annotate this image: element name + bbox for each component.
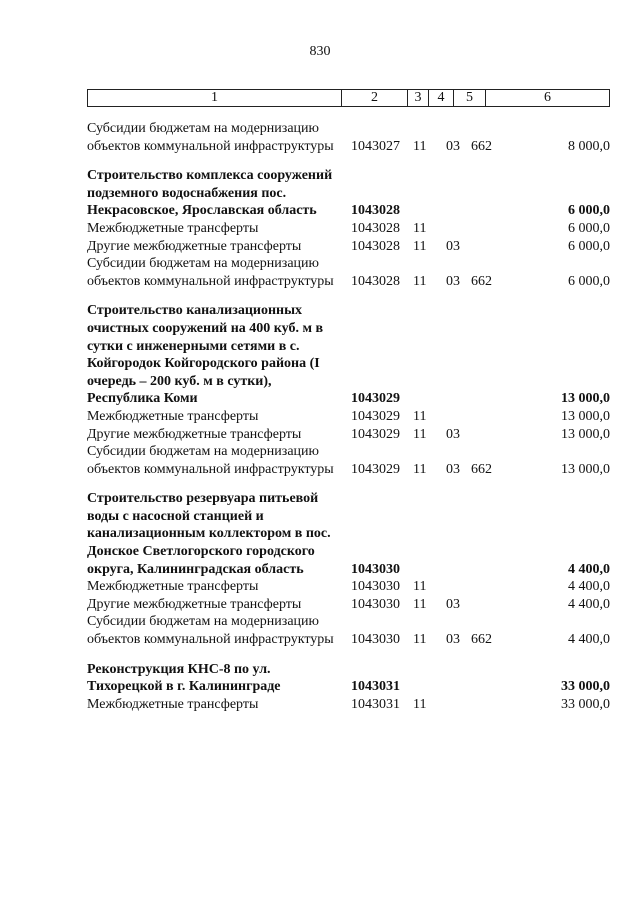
row-section: 11 [413, 220, 427, 236]
row-expense-type: 662 [471, 632, 492, 648]
row-name: Межбюджетные трансферты [87, 220, 259, 236]
table-row [87, 696, 610, 714]
row-amount: 4 400,0 [568, 561, 610, 577]
row-amount: 13 000,0 [561, 391, 610, 407]
row-section: 11 [413, 238, 427, 254]
row-code: 1043029 [351, 461, 400, 477]
row-name: Межбюджетные трансферты [87, 696, 259, 712]
row-code: 1043030 [351, 632, 400, 648]
table-row [87, 220, 610, 238]
row-amount: 13 000,0 [561, 408, 610, 424]
row-amount: 33 000,0 [561, 679, 610, 695]
row-subsection: 03 [446, 461, 460, 477]
table-row [87, 120, 610, 155]
row-code: 1043031 [351, 696, 400, 712]
row-amount: 13 000,0 [561, 461, 610, 477]
table-row [87, 408, 610, 426]
row-section: 11 [413, 696, 427, 712]
row-subsection: 03 [446, 596, 460, 612]
row-name: Субсидии бюджетам на модернизацию объектов коммунальной инфраструктуры [87, 444, 334, 477]
row-code: 1043029 [351, 408, 400, 424]
row-amount: 13 000,0 [561, 426, 610, 442]
row-section: 11 [413, 138, 427, 154]
row-section: 11 [413, 426, 427, 442]
row-name: Субсидии бюджетам на модернизацию объектов коммунальной инфраструктуры [87, 256, 334, 289]
row-section: 11 [413, 579, 427, 595]
table-row [87, 490, 610, 578]
header-col-2: 2 [342, 90, 408, 106]
row-name: Субсидии бюджетам на модернизацию объектов коммунальной инфраструктуры [87, 121, 334, 154]
header-col-6: 6 [544, 90, 551, 105]
row-expense-type: 662 [471, 138, 492, 154]
row-name: Реконструкция КНС-8 по ул. Тихорецкой в г. Калининграде [87, 661, 281, 695]
header-col-3: 3 [408, 90, 429, 106]
row-name: Строительство канализационных очистных сооружений на 400 куб. м в сутки с инженерными сетями в с. Койгородок Койгородского района (I очередь – 200 куб. м в сутки), Республика Коми [87, 303, 324, 407]
row-amount: 6 000,0 [568, 238, 610, 254]
table-row [87, 578, 610, 596]
row-code: 1043029 [351, 426, 400, 442]
row-subsection: 03 [446, 632, 460, 648]
budget-table-body [87, 120, 610, 713]
row-expense-type: 662 [471, 273, 492, 289]
row-subsection: 03 [446, 238, 460, 254]
row-section: 11 [413, 632, 427, 648]
header-col-1: 1 [88, 90, 342, 106]
row-amount: 8 000,0 [568, 138, 610, 154]
row-expense-type: 662 [471, 461, 492, 477]
table-row [87, 596, 610, 614]
row-code: 1043028 [351, 238, 400, 254]
table-row [87, 238, 610, 256]
row-name: Другие межбюджетные трансферты [87, 238, 302, 254]
table-row [87, 661, 610, 696]
header-col-4: 4 [429, 90, 454, 106]
row-name: Межбюджетные трансферты [87, 579, 259, 595]
row-subsection: 03 [446, 273, 460, 289]
row-amount: 6 000,0 [568, 273, 610, 289]
table-row [87, 255, 610, 290]
row-name: Межбюджетные трансферты [87, 408, 259, 424]
row-name: Другие межбюджетные трансферты [87, 596, 302, 612]
row-amount: 33 000,0 [561, 696, 610, 712]
row-section: 11 [413, 596, 427, 612]
table-header [87, 89, 610, 107]
row-subsection: 03 [446, 138, 460, 154]
table-row [87, 426, 610, 444]
row-section: 11 [413, 461, 427, 477]
row-code: 1043030 [351, 579, 400, 595]
table-row [87, 302, 610, 408]
row-code: 1043029 [351, 391, 400, 407]
row-amount: 4 400,0 [568, 632, 610, 648]
row-name: Субсидии бюджетам на модернизацию объектов коммунальной инфраструктуры [87, 614, 334, 648]
table-row [87, 613, 610, 648]
table-row [87, 443, 610, 478]
row-amount: 4 400,0 [568, 596, 610, 612]
row-code: 1043028 [351, 203, 400, 219]
row-code: 1043030 [351, 561, 400, 577]
row-section: 11 [413, 408, 427, 424]
row-name: Строительство комплекса сооружений подземного водоснабжения пос. Некрасовское, Ярославская область [87, 168, 333, 219]
page-number: 830 [309, 44, 331, 59]
row-code: 1043031 [351, 679, 400, 695]
row-amount: 6 000,0 [568, 203, 610, 219]
row-section: 11 [413, 273, 427, 289]
row-code: 1043028 [351, 273, 400, 289]
header-col-5: 5 [454, 90, 486, 106]
row-code: 1043030 [351, 596, 400, 612]
row-amount: 6 000,0 [568, 220, 610, 236]
table-row [87, 167, 610, 220]
row-name: Строительство резервуара питьевой воды с насосной станцией и канализационным коллектором в пос. Донское Светлогорского городского округа, Калининградская область [87, 491, 331, 577]
row-name: Другие межбюджетные трансферты [87, 426, 302, 442]
row-code: 1043027 [351, 138, 400, 154]
row-subsection: 03 [446, 426, 460, 442]
row-amount: 4 400,0 [568, 579, 610, 595]
row-code: 1043028 [351, 220, 400, 236]
